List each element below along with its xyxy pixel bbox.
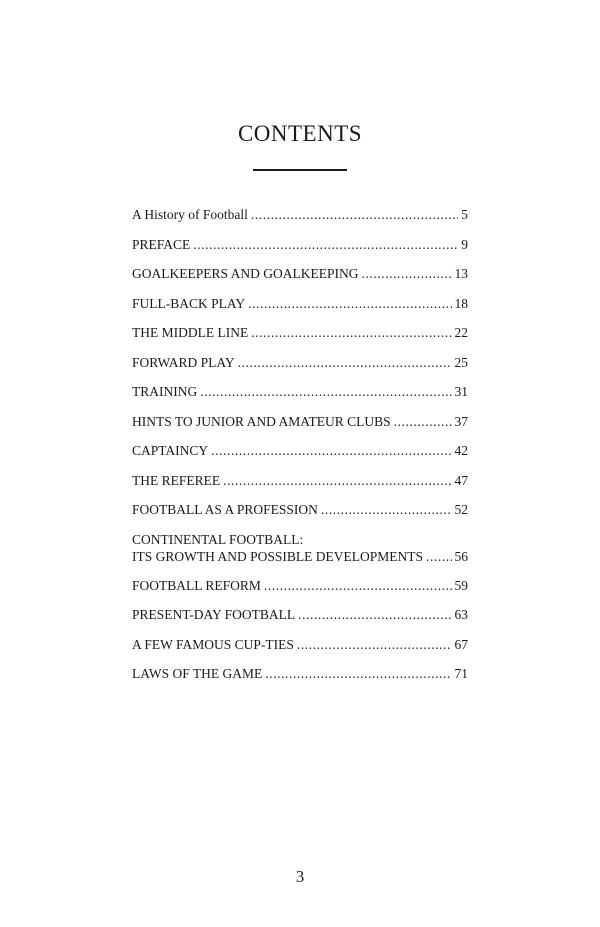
toc-entry-page: 31 [454, 384, 468, 399]
toc-leader-dots [265, 665, 451, 682]
toc-entry-title-line1: CONTINENTAL FOOTBALL: [132, 531, 304, 547]
toc-leader-dots [251, 324, 451, 341]
toc-entry[interactable] [132, 606, 468, 636]
toc-entry[interactable] [132, 324, 468, 354]
toc-entry-title: FOOTBALL AS A PROFESSION [132, 502, 318, 517]
toc-entry-title: ITS GROWTH AND POSSIBLE DEVELOPMENTS [132, 548, 424, 564]
toc-entry[interactable] [132, 472, 468, 502]
toc-entry-page: 63 [454, 607, 468, 622]
toc-entry-page: 25 [454, 354, 468, 370]
toc-entry-page: 59 [454, 577, 468, 593]
toc-entry[interactable] [132, 636, 468, 666]
toc-entry-title: THE REFEREE [132, 472, 221, 488]
toc-leader-dots [321, 501, 452, 518]
toc-entry-title: PRESENT-DAY FOOTBALL [132, 607, 296, 622]
toc-leader-dots [394, 413, 452, 430]
toc-leader-dots [298, 606, 451, 623]
toc-entry[interactable] [132, 577, 468, 607]
toc-entry-title: FORWARD PLAY [132, 354, 235, 370]
table-of-contents [132, 206, 468, 695]
toc-entry[interactable] [132, 665, 468, 695]
toc-entry[interactable] [132, 265, 468, 295]
toc-entry[interactable] [132, 442, 468, 472]
toc-entry-title: PREFACE [132, 236, 191, 252]
toc-leader-dots [426, 548, 451, 565]
toc-leader-dots [193, 236, 458, 253]
toc-entry[interactable] [132, 295, 468, 325]
toc-entry-page: 67 [454, 636, 468, 652]
toc-leader-dots [223, 472, 451, 489]
toc-entry-title: LAWS OF THE GAME [132, 666, 263, 681]
toc-entry-page: 71 [454, 666, 468, 681]
toc-leader-dots [248, 295, 451, 312]
toc-entry-title: HINTS TO JUNIOR AND AMATEUR CLUBS [132, 413, 391, 429]
toc-entry[interactable] [132, 383, 468, 413]
toc-leader-dots [264, 577, 452, 594]
toc-entry[interactable] [132, 354, 468, 384]
toc-leader-dots [211, 442, 451, 459]
toc-entry-title: CAPTAINCY [132, 443, 209, 458]
toc-entry-page: 47 [454, 472, 468, 488]
toc-leader-dots [297, 636, 452, 653]
toc-leader-dots [238, 354, 452, 371]
toc-entry[interactable] [132, 501, 468, 531]
toc-entry-page: 18 [454, 295, 468, 311]
toc-leader-dots [251, 206, 458, 223]
toc-entry-title: TRAINING [132, 384, 198, 399]
toc-entry-title: FOOTBALL REFORM [132, 577, 261, 593]
toc-entry-title: A History of Football [132, 207, 248, 222]
toc-entry-title: THE MIDDLE LINE [132, 325, 249, 340]
toc-entry[interactable] [132, 413, 468, 443]
toc-entry-page: 22 [454, 325, 468, 340]
toc-entry-page: 37 [454, 413, 468, 429]
toc-entry-page: 13 [454, 266, 468, 281]
toc-entry[interactable] [132, 531, 468, 577]
toc-entry-title: FULL-BACK PLAY [132, 295, 246, 311]
toc-leader-dots [200, 383, 451, 400]
toc-entry-page: 42 [454, 443, 468, 458]
title-underline [253, 169, 347, 171]
toc-entry[interactable] [132, 206, 468, 236]
toc-entry-page: 9 [461, 236, 468, 252]
toc-entry-title: A FEW FAMOUS CUP-TIES [132, 636, 294, 652]
toc-entry[interactable] [132, 236, 468, 266]
toc-leader-dots [362, 265, 452, 282]
page-number: 3 [295, 867, 305, 886]
toc-entry-title: GOALKEEPERS AND GOALKEEPING [132, 266, 359, 281]
toc-entry-page: 5 [461, 207, 468, 222]
toc-entry-page: 52 [454, 502, 468, 517]
toc-entry-page: 56 [454, 548, 468, 564]
page-title: CONTENTS [237, 121, 363, 146]
